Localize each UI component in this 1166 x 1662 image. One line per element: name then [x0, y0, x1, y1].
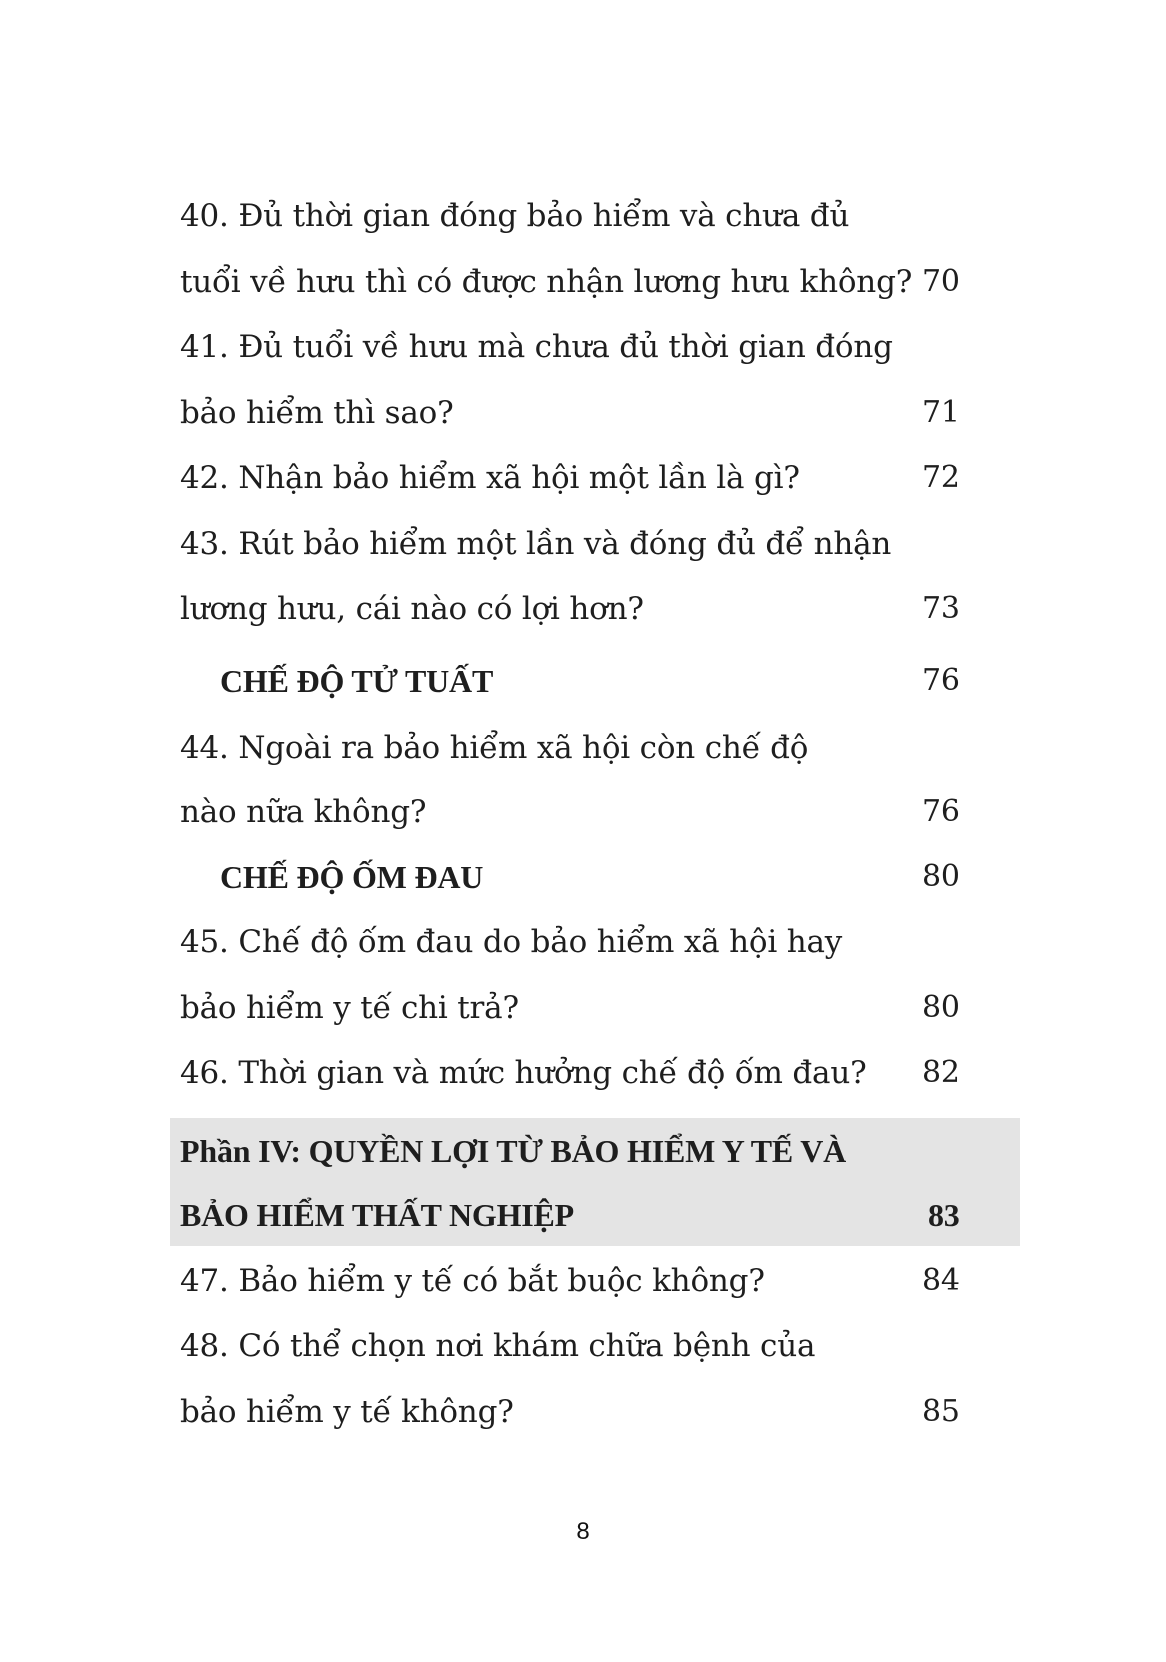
- toc-part-heading-line-1: [180, 1131, 960, 1171]
- toc-entry-text: lương hưu, cái nào có lợi hơn?: [180, 591, 644, 627]
- toc-entry-page: 73: [922, 591, 960, 626]
- toc-entry-text: 47. Bảo hiểm y tế có bắt buộc không?: [180, 1263, 765, 1299]
- toc-section-title: CHẾ ĐỘ TỬ TUẤT: [220, 663, 494, 699]
- toc-entry-text: 44. Ngoài ra bảo hiểm xã hội còn chế độ: [180, 730, 809, 766]
- toc-entry-text: tuổi về hưu thì có được nhận lương hưu không?: [180, 264, 913, 300]
- toc-line-43b: [180, 589, 960, 629]
- toc-line-48b: [180, 1392, 960, 1432]
- toc-entry-page: 80: [922, 990, 960, 1025]
- toc-line-40a: [180, 196, 960, 236]
- toc-part-heading-line-2: [180, 1195, 960, 1235]
- toc-section-page: 76: [922, 663, 960, 698]
- toc-section-title: CHẾ ĐỘ ỐM ĐAU: [220, 859, 484, 895]
- toc-line-45a: [180, 922, 960, 962]
- toc-entry-page: 82: [922, 1055, 960, 1090]
- toc-entry-text: 45. Chế độ ốm đau do bảo hiểm xã hội hay: [180, 924, 843, 960]
- toc-line-41a: [180, 327, 960, 367]
- toc-part-page: 83: [928, 1197, 960, 1233]
- toc-entry-text: 42. Nhận bảo hiểm xã hội một lần là gì?: [180, 460, 800, 496]
- toc-section-page: 80: [922, 859, 960, 894]
- toc-line-45b: [180, 988, 960, 1028]
- toc-entry-page: 71: [922, 395, 960, 430]
- toc-line-44b: [180, 792, 960, 832]
- toc-line-40b: [180, 262, 960, 302]
- toc-line-43a: [180, 524, 960, 564]
- toc-entry-page: 85: [922, 1394, 960, 1429]
- toc-part-title: BẢO HIỂM THẤT NGHIỆP: [180, 1197, 575, 1233]
- toc-line-44a: [180, 728, 960, 768]
- toc-entry-text: 43. Rút bảo hiểm một lần và đóng đủ để nhận: [180, 526, 892, 562]
- toc-entry-page: 72: [922, 460, 960, 495]
- toc-entry-text: 48. Có thể chọn nơi khám chữa bệnh của: [180, 1328, 816, 1364]
- page-number: 8: [576, 1518, 590, 1545]
- toc-section-heading-tu-tuat: [180, 661, 960, 701]
- toc-section-heading-om-dau: [180, 857, 960, 897]
- toc-entry-text: 40. Đủ thời gian đóng bảo hiểm và chưa đủ: [180, 198, 850, 234]
- toc-line-47: [180, 1261, 960, 1301]
- toc-entry-page: 76: [922, 794, 960, 829]
- toc-part-title: Phần IV: QUYỀN LỢI TỪ BẢO HIỂM Y TẾ VÀ: [180, 1133, 847, 1169]
- toc-entry-text: 41. Đủ tuổi về hưu mà chưa đủ thời gian đóng: [180, 329, 893, 365]
- toc-entry-text: nào nữa không?: [180, 794, 427, 830]
- toc-entry-page: 84: [922, 1263, 960, 1298]
- toc-entry-text: bảo hiểm thì sao?: [180, 395, 454, 431]
- toc-entry-text: bảo hiểm y tế chi trả?: [180, 990, 519, 1026]
- toc-entry-page: 70: [922, 264, 960, 299]
- toc-entry-text: 46. Thời gian và mức hưởng chế độ ốm đau?: [180, 1055, 867, 1091]
- toc-line-42: [180, 458, 960, 498]
- toc-line-48a: [180, 1326, 960, 1366]
- toc-line-46: [180, 1053, 960, 1093]
- toc-entry-text: bảo hiểm y tế không?: [180, 1394, 514, 1430]
- toc-line-41b: [180, 393, 960, 433]
